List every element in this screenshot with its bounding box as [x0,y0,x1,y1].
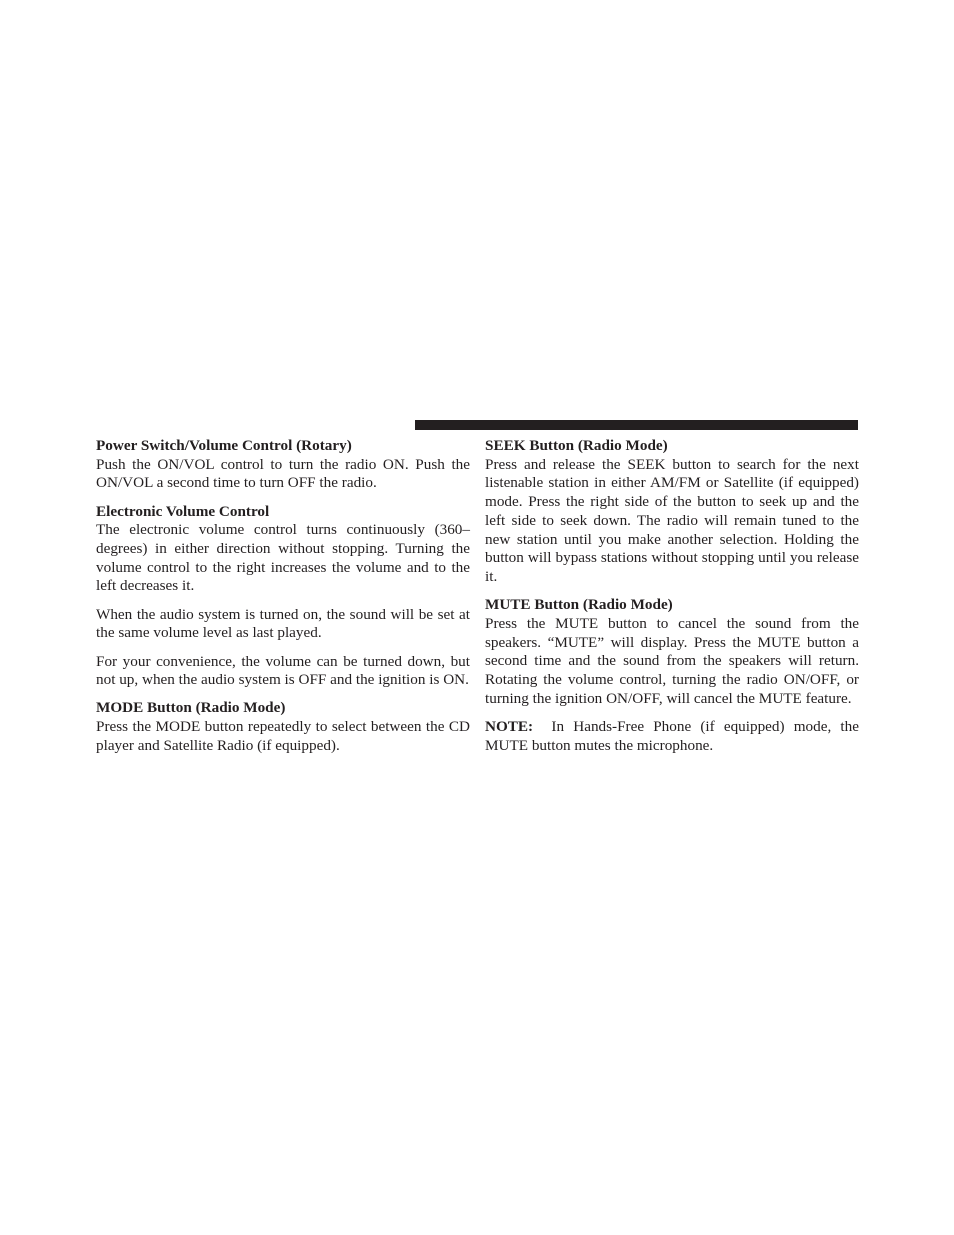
seek-button-text: Press and release the SEEK button to search for the next listenable station in either AM/FM or Satellite (if equipped) mode. Press the right side of the button to seek up and the left side to seek down. The radio will remain tuned to the new station until you make another selection. Holding the button will bypass stations without stopping until you release it. [485,455,859,585]
mute-button-text: Press the MUTE button to cancel the sound from the speakers. “MUTE” will display. Press the MUTE button a second time and the sound from the speakers will return. Rotating the volume control, turning the radio ON/OFF, or turning the ignition ON/OFF, will cancel the MUTE feature. [485,614,859,707]
section-header-bar [415,420,858,430]
note-paragraph [485,718,859,755]
mode-button-heading: MODE Button (Radio Mode) [96,699,286,717]
volume-level-text: When the audio system is turned on, the sound will be set at the same volume level as last played. [96,605,470,642]
seek-button-heading: SEEK Button (Radio Mode) [485,437,668,454]
mode-button-section [96,699,470,755]
power-switch-text: Push the ON/VOL control to turn the radio ON. Push the ON/VOL a second time to turn OFF the radio. [96,455,470,492]
seek-button-section [485,437,859,587]
right-column [485,437,859,765]
electronic-volume-section [96,503,470,597]
mute-button-heading: MUTE Button (Radio Mode) [485,596,673,614]
power-switch-section [96,437,470,493]
convenience-text: For your convenience, the volume can be turned down, but not up, when the audio system is OFF and the ignition is ON. [96,652,470,689]
electronic-volume-text: The electronic volume control turns continuously (360–degrees) in either direction without stopping. Turning the volume control to the right increases the volume and to the left decreases it. [96,521,470,595]
left-column [96,437,470,765]
note-label: NOTE: [485,717,534,735]
mute-button-section [485,596,859,708]
electronic-volume-heading: Electronic Volume Control [96,502,270,520]
mode-button-text: Press the MODE button repeatedly to select between the CD player and Satellite Radio (if equipped). [96,718,470,754]
note-text: In Hands-Free Phone (if equipped) mode, the MUTE button mutes the microphone. [485,717,859,754]
power-switch-heading: Power Switch/Volume Control (Rotary) [96,437,352,454]
